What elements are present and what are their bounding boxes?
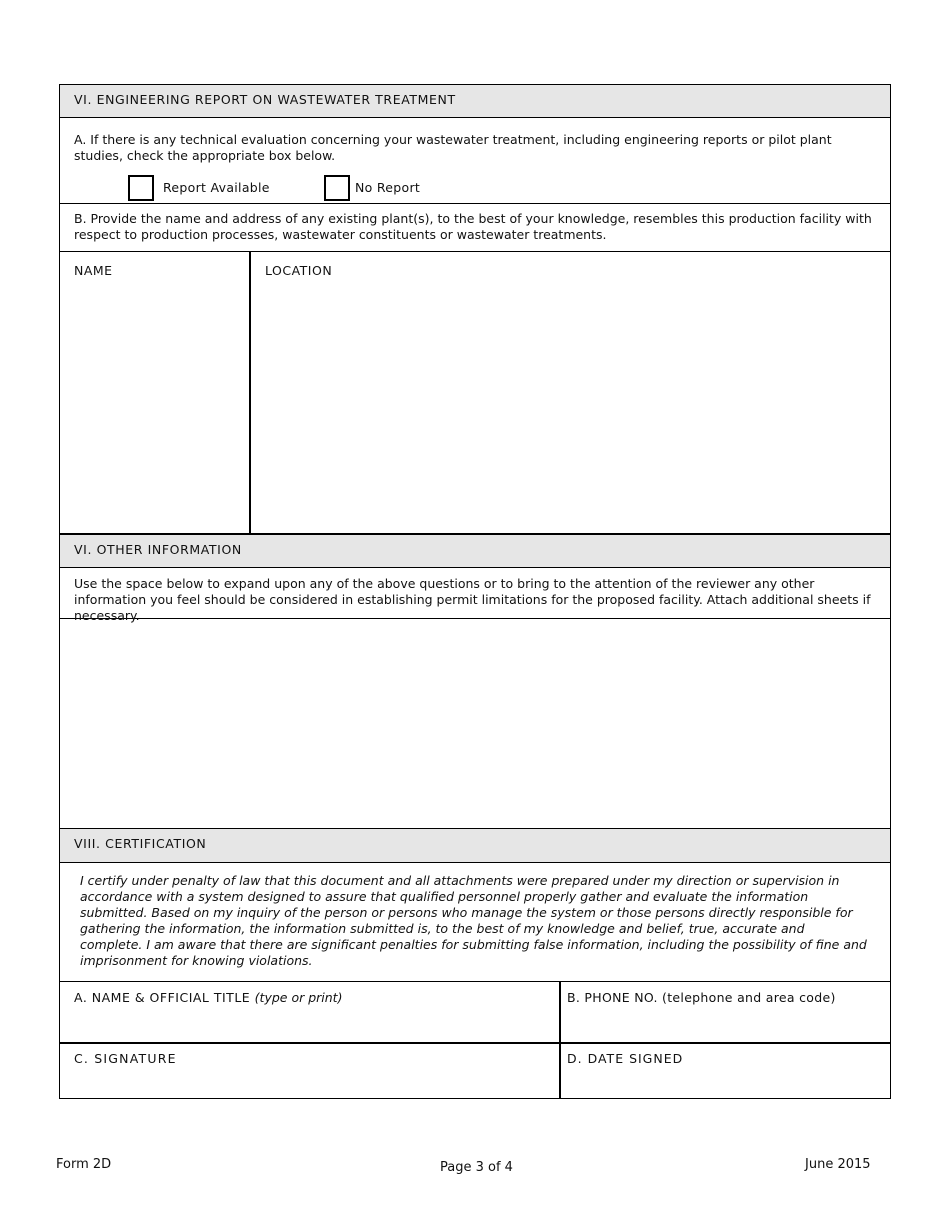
signature-label: C. SIGNATURE	[74, 1051, 177, 1066]
other-info-entry-area[interactable]	[60, 619, 890, 829]
name-entry-area[interactable]	[60, 282, 249, 532]
permit-form	[59, 84, 891, 1099]
section-certification-title: VIII. CERTIFICATION	[74, 836, 207, 851]
date-signed-label: D. DATE SIGNED	[567, 1051, 684, 1066]
signature-date-row	[60, 1044, 890, 1098]
no-report-checkbox[interactable]	[324, 175, 350, 201]
name-title-label: A. NAME & OFFICIAL TITLE	[74, 990, 251, 1005]
engineering-b-text: B. Provide the name and address of any existing plant(s), to the best of your knowledge, resembles this production facility with respect to production processes, wastewater constituents or wastewater treatments.	[74, 211, 872, 242]
report-available-checkbox[interactable]	[128, 175, 154, 201]
name-phone-row	[60, 982, 890, 1044]
footer-form-id: Form 2D	[56, 1157, 112, 1172]
location-entry-area[interactable]	[251, 282, 889, 532]
certification-statement-row	[60, 863, 890, 982]
engineering-a-text: A. If there is any technical evaluation concerning your wastewater treatment, including engineering reports or pilot plant studies, check the appropriate box below.	[74, 132, 832, 163]
name-title-input[interactable]	[60, 1008, 559, 1042]
name-title-hint: (type or print)	[254, 990, 343, 1005]
engineering-a-row	[60, 118, 890, 204]
engineering-b-row	[60, 204, 890, 252]
section-engineering-header	[60, 85, 890, 118]
certification-statement: I certify under penalty of law that this document and all attachments were prepared under my direction or supervision in accordance with a system designed to assure that qualified personnel properly gather and evaluate the information submitted. Based on my inquiry of the person or persons who manage the system or those persons directly responsible for gathering the information, the information submitted is, to the best of my knowledge and belief, true, accurate and complete. I am aware that there are significant penalties for submitting false information, including the possibility of fine and imprisonment for knowing violations.	[80, 873, 867, 968]
date-signed-input[interactable]	[561, 1068, 890, 1098]
footer-page-number: Page 3 of 4	[440, 1160, 513, 1175]
location-column-header: LOCATION	[265, 263, 333, 278]
name-title-label-group	[74, 990, 342, 1005]
section-certification-header	[60, 829, 890, 863]
section-engineering-title: VI. ENGINEERING REPORT ON WASTEWATER TREATMENT	[74, 92, 456, 107]
phone-input[interactable]	[561, 1008, 890, 1042]
plant-table	[60, 252, 890, 534]
name-column-header: NAME	[74, 263, 113, 278]
section-other-title: VI. OTHER INFORMATION	[74, 542, 242, 557]
phone-label: B. PHONE NO. (telephone and area code)	[567, 990, 836, 1005]
other-info-instructions: Use the space below to expand upon any of the above questions or to bring to the attention of the reviewer any other information you feel should be considered in establishing permit limitations for the proposed facility. Attach additional sheets if necessary.	[74, 576, 871, 623]
signature-input[interactable]	[60, 1068, 559, 1098]
other-info-instructions-row	[60, 568, 890, 623]
no-report-label: No Report	[355, 180, 421, 195]
report-available-label: Report Available	[163, 180, 270, 195]
footer-date: June 2015	[805, 1157, 871, 1172]
section-other-header	[60, 534, 890, 568]
